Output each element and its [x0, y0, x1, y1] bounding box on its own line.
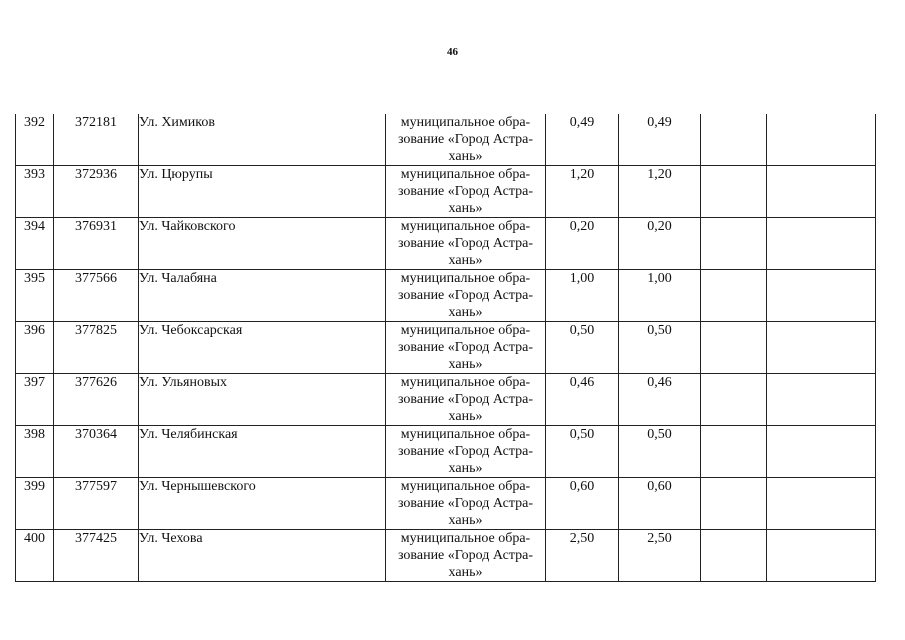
- road-name: Ул. Цюрупы: [139, 166, 386, 218]
- road-code: 377597: [54, 478, 139, 530]
- road-name: Ул. Химиков: [139, 114, 386, 166]
- road-owner: муниципальное обра- зование «Город Астра- хань»: [386, 374, 546, 426]
- table-row: [16, 322, 876, 374]
- road-code: 377566: [54, 270, 139, 322]
- road-name: Ул. Чайковского: [139, 218, 386, 270]
- table-row: [16, 218, 876, 270]
- road-code: 372181: [54, 114, 139, 166]
- row-number: 400: [16, 530, 54, 582]
- length-value-2: 0,50: [619, 426, 701, 478]
- empty-cell-2: [767, 530, 876, 582]
- empty-cell: [701, 530, 767, 582]
- length-value: 1,20: [546, 166, 619, 218]
- empty-cell: [701, 114, 767, 166]
- road-owner: муниципальное обра- зование «Город Астра- хань»: [386, 114, 546, 166]
- row-number: 395: [16, 270, 54, 322]
- road-owner: муниципальное обра- зование «Город Астра- хань»: [386, 426, 546, 478]
- road-code: 376931: [54, 218, 139, 270]
- row-number: 397: [16, 374, 54, 426]
- empty-cell: [701, 478, 767, 530]
- table-row: [16, 478, 876, 530]
- empty-cell-2: [767, 166, 876, 218]
- road-code: 377825: [54, 322, 139, 374]
- length-value-2: 0,20: [619, 218, 701, 270]
- length-value-2: 0,46: [619, 374, 701, 426]
- row-number: 394: [16, 218, 54, 270]
- length-value: 0,50: [546, 426, 619, 478]
- road-owner: муниципальное обра- зование «Город Астра- хань»: [386, 218, 546, 270]
- row-number: 392: [16, 114, 54, 166]
- table-row: [16, 426, 876, 478]
- road-owner: муниципальное обра- зование «Город Астра- хань»: [386, 166, 546, 218]
- empty-cell: [701, 270, 767, 322]
- empty-cell: [701, 426, 767, 478]
- length-value-2: 1,00: [619, 270, 701, 322]
- empty-cell: [701, 374, 767, 426]
- road-name: Ул. Челябинская: [139, 426, 386, 478]
- row-number: 398: [16, 426, 54, 478]
- empty-cell-2: [767, 114, 876, 166]
- road-name: Ул. Чебоксарская: [139, 322, 386, 374]
- road-name: Ул. Чернышевского: [139, 478, 386, 530]
- table-row: [16, 530, 876, 582]
- road-name: Ул. Чехова: [139, 530, 386, 582]
- table-row: [16, 166, 876, 218]
- length-value: 0,46: [546, 374, 619, 426]
- empty-cell-2: [767, 322, 876, 374]
- empty-cell-2: [767, 426, 876, 478]
- empty-cell: [701, 218, 767, 270]
- road-code: 370364: [54, 426, 139, 478]
- table-body: [16, 114, 876, 582]
- empty-cell: [701, 322, 767, 374]
- empty-cell-2: [767, 374, 876, 426]
- road-name: Ул. Ульяновых: [139, 374, 386, 426]
- road-owner: муниципальное обра- зование «Город Астра- хань»: [386, 530, 546, 582]
- length-value-2: 0,49: [619, 114, 701, 166]
- table-row: [16, 270, 876, 322]
- empty-cell-2: [767, 270, 876, 322]
- road-name: Ул. Чалабяна: [139, 270, 386, 322]
- table-row: [16, 114, 876, 166]
- road-owner: муниципальное обра- зование «Город Астра- хань»: [386, 322, 546, 374]
- length-value-2: 1,20: [619, 166, 701, 218]
- road-code: 377626: [54, 374, 139, 426]
- road-code: 372936: [54, 166, 139, 218]
- row-number: 399: [16, 478, 54, 530]
- table-row: [16, 374, 876, 426]
- length-value-2: 2,50: [619, 530, 701, 582]
- length-value: 1,00: [546, 270, 619, 322]
- length-value-2: 0,50: [619, 322, 701, 374]
- empty-cell-2: [767, 478, 876, 530]
- roads-table: [15, 114, 876, 582]
- road-code: 377425: [54, 530, 139, 582]
- length-value: 2,50: [546, 530, 619, 582]
- road-owner: муниципальное обра- зование «Город Астра- хань»: [386, 270, 546, 322]
- row-number: 393: [16, 166, 54, 218]
- page-number: 46: [447, 46, 458, 58]
- empty-cell: [701, 166, 767, 218]
- row-number: 396: [16, 322, 54, 374]
- empty-cell-2: [767, 218, 876, 270]
- length-value: 0,60: [546, 478, 619, 530]
- length-value: 0,50: [546, 322, 619, 374]
- road-owner: муниципальное обра- зование «Город Астра- хань»: [386, 478, 546, 530]
- length-value: 0,49: [546, 114, 619, 166]
- length-value-2: 0,60: [619, 478, 701, 530]
- length-value: 0,20: [546, 218, 619, 270]
